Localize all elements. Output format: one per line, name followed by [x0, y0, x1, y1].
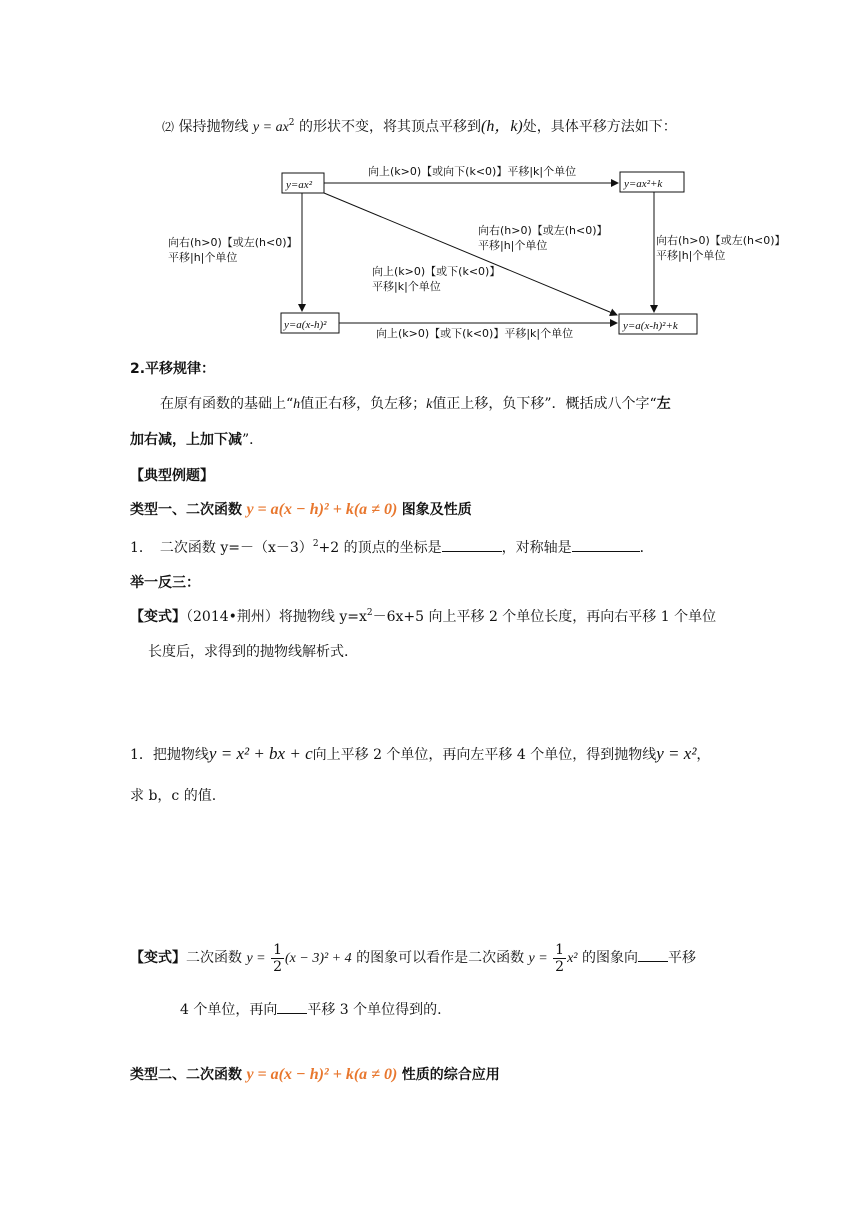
type2-formula: y = a(x − h)² + k(a ≠ 0)	[246, 1066, 398, 1083]
bianshi2-blank-2[interactable]	[277, 999, 307, 1014]
type1-prefix: 类型一、二次函数	[130, 502, 242, 518]
bianshi2-rest2: x²	[567, 951, 578, 966]
arrow-right-label-2: 平移|h|个单位	[656, 249, 726, 262]
rule-line1	[160, 394, 671, 415]
type2-heading	[130, 1065, 500, 1085]
rule-text-b: 值正右移，负左移；	[300, 396, 427, 412]
arrow-diag-label-4: 平移|k|个单位	[372, 280, 441, 293]
box-bottom-left-text: y=a(x-h)²	[284, 319, 327, 331]
bianshi2-line2	[180, 999, 442, 1020]
bianshi1-line2: 长度后，求得到的抛物线解析式.	[148, 644, 349, 660]
section2-title: 2.平移规律：	[130, 361, 216, 377]
item2-text-before: 保持抛物线	[178, 119, 249, 135]
box-top-left-text: y=ax²	[286, 179, 312, 191]
q1-text-c: ，对称轴是	[501, 540, 572, 556]
examples-title: 【典型例题】	[130, 468, 214, 484]
rule-text-a: 在原有函数的基础上“	[160, 396, 294, 412]
arrow-diagonal	[324, 193, 617, 315]
item2-formula: y = ax	[252, 120, 289, 135]
q1-exp: 2	[312, 539, 319, 549]
bianshi2-text-c: 的图象向	[581, 950, 638, 966]
bianshi2-tag: 【变式】	[130, 950, 186, 966]
arrow-left-label-1: 向右(h>0)【或左(h<0)】	[168, 236, 298, 249]
q1-blank-2[interactable]	[572, 537, 640, 552]
q2-line1	[130, 744, 710, 765]
arrow-top-label: 向上(k>0)【或向下(k<0)】平移|k|个单位	[368, 165, 577, 178]
q1-text-a: 1． 二次函数 y=－（x－3）	[130, 540, 313, 556]
bianshi2-frac-2-num: 1	[555, 941, 565, 958]
arrow-diag-label-1: 向右(h>0)【或左(h<0)】	[478, 224, 608, 237]
item2-text-mid: 的形状不变，将其顶点平移到	[298, 119, 481, 135]
q2-text-b: 向上平移 2 个单位，再向左平移 4 个单位，得到抛物线	[312, 747, 657, 763]
bianshi2-frac-1	[271, 942, 284, 975]
item2-exp: 2	[288, 118, 295, 128]
type1-formula: y = a(x − h)² + k(a ≠ 0)	[246, 501, 398, 518]
box-bottom-right-text: y=a(x-h)²+k	[623, 320, 678, 332]
arrow-diag-label-2: 平移|h|个单位	[478, 239, 548, 252]
q1-text-b: +2 的顶点的坐标是	[318, 540, 442, 556]
q1-blank-1[interactable]	[442, 537, 502, 552]
bianshi2-frac-1-den: 2	[273, 958, 282, 975]
bianshi2-text-d: 平移	[667, 950, 696, 966]
type2-prefix: 类型二、二次函数	[130, 1067, 242, 1083]
item2-text-after: 处，具体平移方法如下：	[522, 119, 677, 135]
bianshi2-frac-2	[553, 942, 566, 975]
rule-bold-1: 左	[656, 396, 671, 412]
bianshi2-frac-1-num: 1	[273, 941, 282, 958]
rule-line2-end: ”．	[242, 432, 264, 448]
rule-text-c: 值正上移，负下移”．概括成八个字“	[432, 396, 657, 412]
bianshi1-exp: 2	[366, 608, 373, 618]
q2-text-c: ，	[696, 747, 711, 763]
bianshi1-line1	[130, 607, 716, 627]
q1-line	[130, 537, 654, 558]
rule-line2	[130, 430, 263, 450]
bianshi1-tag: 【变式】	[130, 609, 186, 625]
bianshi2-line1	[130, 938, 696, 979]
bianshi2-text-b: 的图象可以看作是二次函数	[356, 950, 525, 966]
bianshi2-line2-a: 4 个单位，再向	[180, 1002, 278, 1018]
q2-formula1: y = x² + bx + c	[208, 744, 313, 763]
type1-heading	[130, 500, 472, 520]
rule-bold-2: 加右减，上加下减	[130, 432, 242, 448]
bianshi2-y2: y =	[528, 951, 548, 966]
rule-k: k	[426, 397, 433, 412]
translation-diagram	[0, 155, 860, 375]
q2-text-a: 1．把抛物线	[130, 747, 209, 763]
juyi-label: 举一反三：	[130, 575, 200, 591]
bianshi1-text: （2014•荆州）将抛物线 y=x	[186, 609, 367, 625]
bianshi2-text-a: 二次函数	[186, 950, 242, 966]
type1-suffix: 图象及性质	[401, 502, 472, 518]
item2-line	[162, 117, 677, 138]
bianshi2-rest1: (x − 3)² + 4	[285, 951, 352, 966]
item2-vertex: (h，k)	[480, 118, 523, 135]
arrow-right-label-1: 向右(h>0)【或左(h<0)】	[656, 234, 786, 247]
arrow-diag-label-3: 向上(k>0)【或下(k<0)】	[372, 265, 501, 278]
bianshi2-line2-b: 平移 3 个单位得到的.	[307, 1002, 442, 1018]
type2-suffix: 性质的综合应用	[401, 1067, 500, 1083]
bianshi2-frac-2-den: 2	[555, 958, 565, 975]
q2-formula2: y = x²	[656, 744, 697, 763]
q1-text-d: ．	[639, 540, 654, 556]
bianshi2-y1: y =	[246, 951, 266, 966]
arrow-bottom-label: 向上(k>0)【或下(k<0)】平移|k|个单位	[376, 327, 574, 340]
rule-h: h	[293, 397, 301, 412]
box-top-right-text: y=ax²+k	[624, 178, 663, 190]
item2-label: ⑵	[162, 120, 175, 134]
arrow-left-label-2: 平移|h|个单位	[168, 251, 238, 264]
q2-line2: 求 b，c 的值.	[130, 788, 217, 804]
bianshi1-text-rest: －6x+5 向上平移 2 个单位长度，再向右平移 1 个单位	[372, 609, 717, 625]
bianshi2-blank-1[interactable]	[638, 947, 668, 962]
